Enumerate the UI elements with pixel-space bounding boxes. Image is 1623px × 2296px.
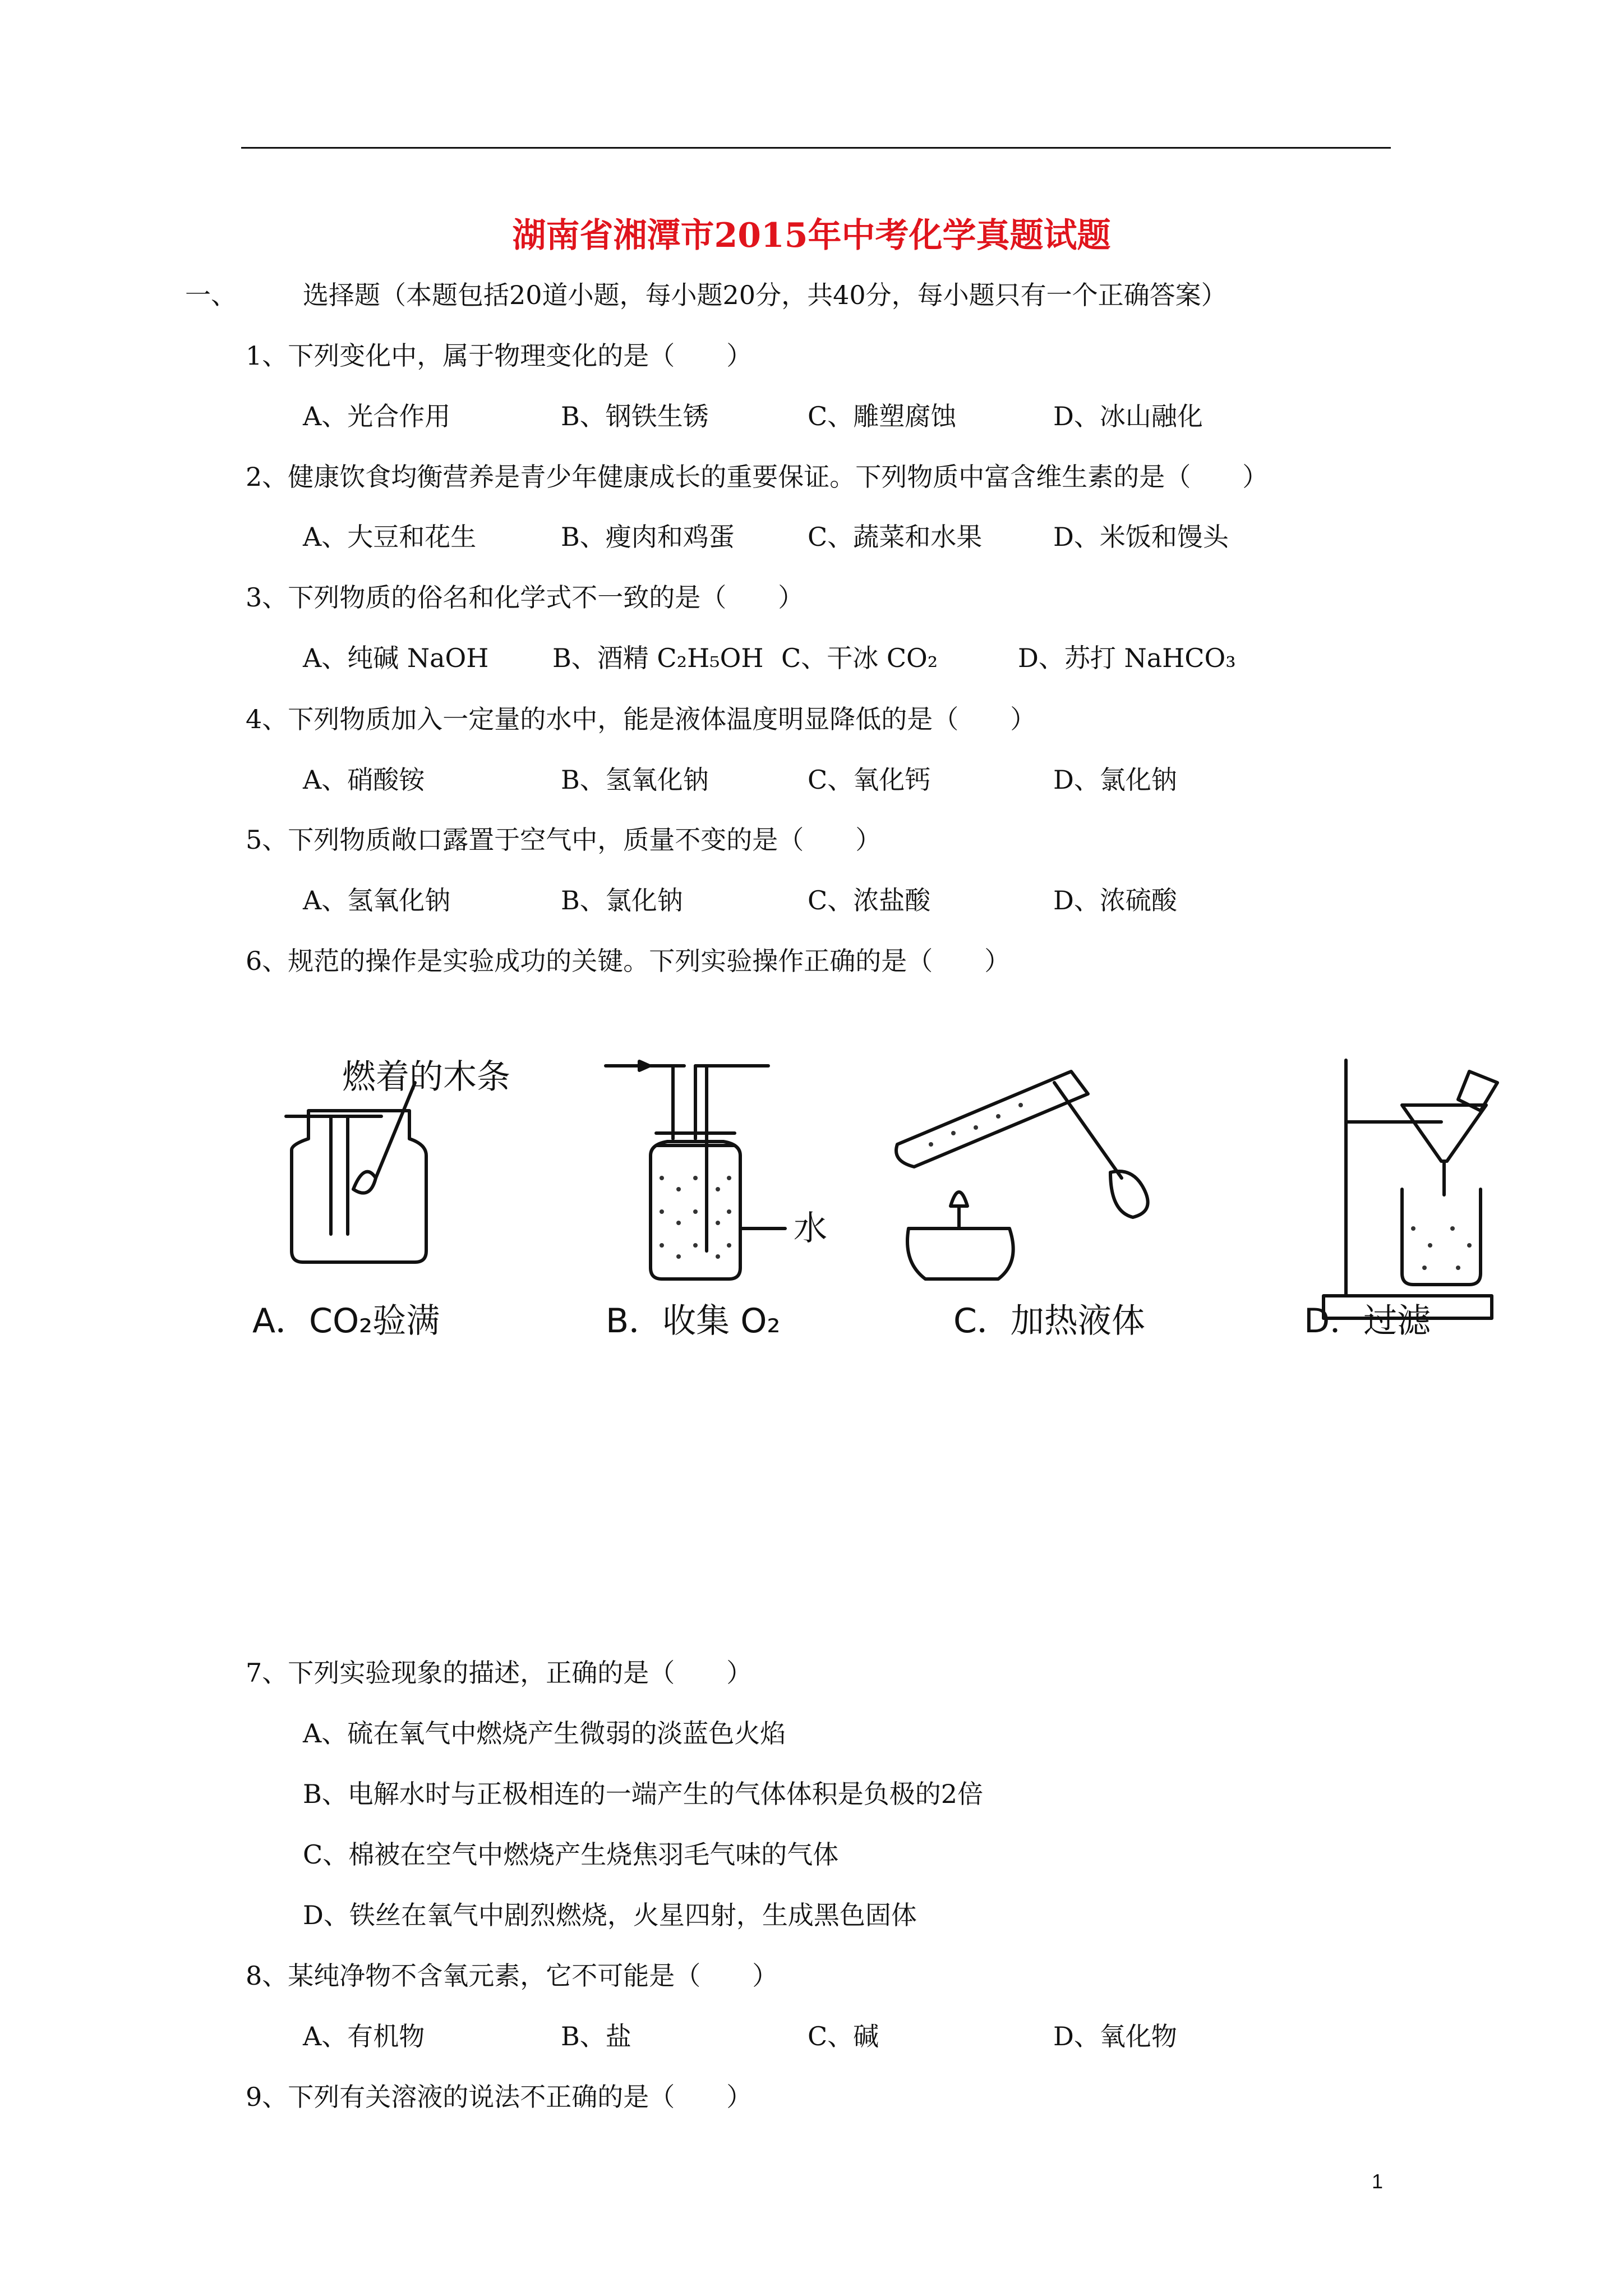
question-8-option-a: A、有机物 <box>303 2021 425 2051</box>
page-number: 1 <box>1372 2170 1384 2193</box>
question-8-option-d: D、氧化物 <box>1053 2021 1177 2051</box>
question-4-option-c: C、氧化钙 <box>808 765 931 795</box>
question-3-option-a: A、纯碱 NaOH <box>303 643 489 673</box>
question-4-stem: 4、下列物质加入一定量的水中，能是液体温度明显降低的是（ ） <box>246 704 1036 734</box>
header-rule <box>241 147 1391 149</box>
annotation-burning-stick: 燃着的木条 <box>342 1057 510 1097</box>
apparatus-d-filtration <box>1324 1060 1497 1318</box>
question-8-option-b: B、盐 <box>561 2021 631 2051</box>
question-6-stem: 6、规范的操作是实验成功的关键。下列实验操作正确的是（ ） <box>246 946 1011 976</box>
question-1-option-b: B、钢铁生锈 <box>561 401 709 431</box>
figure-label-a: A．CO₂验满 <box>252 1301 440 1341</box>
question-8-option-c: C、碱 <box>808 2021 879 2051</box>
question-2-option-c: C、蔬菜和水果 <box>808 522 983 552</box>
question-2-stem: 2、健康饮食均衡营养是青少年健康成长的重要保证。下列物质中富含维生素的是（ ） <box>246 462 1269 492</box>
question-1-stem: 1、下列变化中，属于物理变化的是（ ） <box>246 341 753 371</box>
question-5-stem: 5、下列物质敞口露置于空气中，质量不变的是（ ） <box>246 825 882 855</box>
question-4-option-d: D、氯化钠 <box>1053 765 1177 795</box>
question-8-stem: 8、某纯净物不含氧元素，它不可能是（ ） <box>246 1961 778 1991</box>
figure-label-d: D．过滤 <box>1304 1301 1431 1341</box>
question-5-option-c: C、浓盐酸 <box>808 885 931 915</box>
question-5-option-a: A、氢氧化钠 <box>303 885 451 915</box>
question-1-option-c: C、雕塑腐蚀 <box>808 401 957 431</box>
question-1-option-d: D、冰山融化 <box>1053 401 1203 431</box>
section-heading: 选择题（本题包括20道小题，每小题20分，共40分，每小题只有一个正确答案） <box>303 280 1227 310</box>
question-3-stem: 3、下列物质的俗名和化学式不一致的是（ ） <box>246 582 804 613</box>
question-2-option-d: D、米饭和馒头 <box>1053 522 1229 552</box>
lab-apparatus-figure <box>247 1049 1503 1341</box>
apparatus-c-heating-tube <box>896 1071 1148 1279</box>
water-dots <box>660 1103 1472 1270</box>
question-5-option-d: D、浓硫酸 <box>1053 885 1177 915</box>
figure-label-b: B．收集 O₂ <box>606 1301 781 1341</box>
question-3-option-c: C、干冰 CO₂ <box>781 643 938 673</box>
question-7-option-a: A、硫在氧气中燃烧产生微弱的淡蓝色火焰 <box>303 1718 786 1749</box>
question-4-option-b: B、氢氧化钠 <box>561 765 709 795</box>
question-4-option-a: A、硝酸铵 <box>303 765 425 795</box>
section-number: 一、 <box>185 280 237 310</box>
question-3-option-b: B、酒精 C₂H₅OH <box>552 643 764 673</box>
question-9-stem: 9、下列有关溶液的说法不正确的是（ ） <box>246 2082 753 2112</box>
page-title: 湖南省湘潭市2015年中考化学真题试题 <box>512 216 1111 255</box>
apparatus-a-gas-bottle <box>286 1083 426 1262</box>
question-2-option-a: A、大豆和花生 <box>303 522 477 552</box>
annotation-water: 水 <box>794 1209 827 1248</box>
question-5-option-b: B、氯化钠 <box>561 885 683 915</box>
question-1-option-a: A、光合作用 <box>303 401 451 431</box>
question-3-option-d: D、苏打 NaHCO₃ <box>1018 643 1236 673</box>
figure-label-c: C．加热液体 <box>953 1301 1145 1341</box>
question-7-option-c: C、棉被在空气中燃烧产生烧焦羽毛气味的气体 <box>303 1839 839 1870</box>
question-2-option-b: B、瘦肉和鸡蛋 <box>561 522 735 552</box>
question-7-option-b: B、电解水时与正极相连的一端产生的气体体积是负极的2倍 <box>303 1779 984 1809</box>
question-7-stem: 7、下列实验现象的描述，正确的是（ ） <box>246 1658 753 1688</box>
question-7-option-d: D、铁丝在氧气中剧烈燃烧，火星四射，生成黑色固体 <box>303 1900 917 1930</box>
